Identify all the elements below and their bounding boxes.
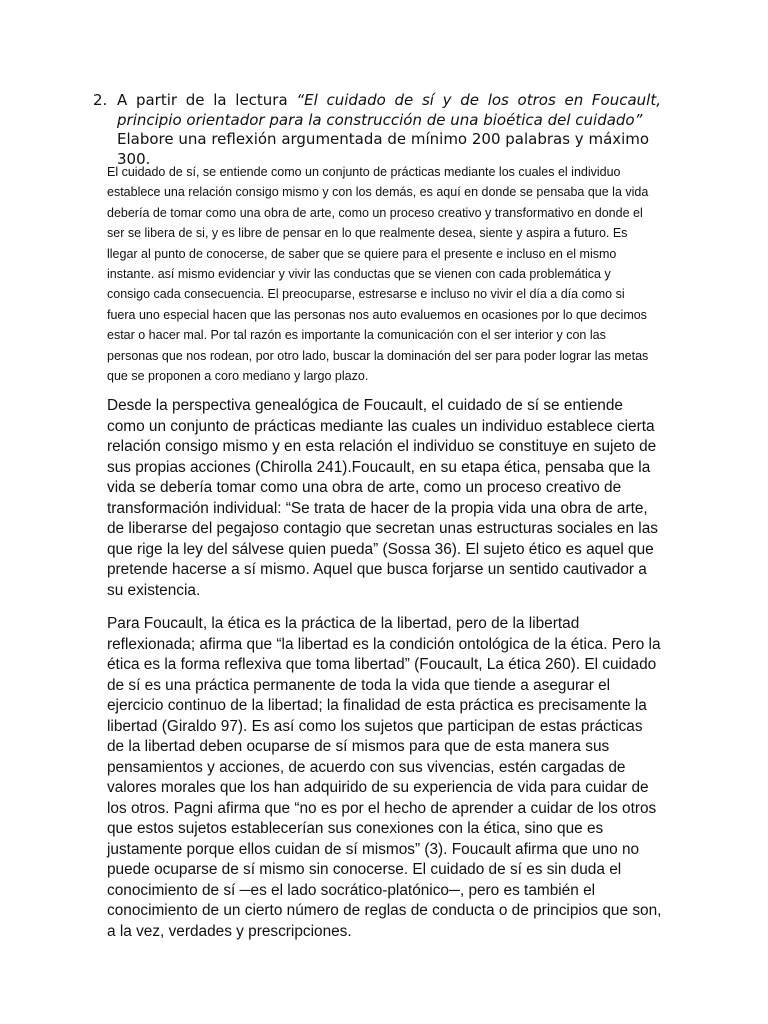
- student-answer: El cuidado de sí, se entiende como un conjunto de prácticas mediante los cuales el individuo establece una relación consigo mismo y con los demás, es aquí en donde se pensaba que la vida debería de tomar como una obra de arte, como un proceso creativo y transformativo en donde el ser se libera de si, y es libre de pensar en lo que realmente desea, siente y aspira a futuro. Es llegar al punto de conocerse, de saber que se quiere para el presente e incluso en el mismo instante. así mismo evidenciar y vivir las conductas que se vienen con cada problemática y consigo cada consecuencia. El preocuparse, estresarse e incluso no vivir el día a día como si fuera uno especial hacen que las personas nos auto evaluemos en ocasiones por lo que decimos estar o hacer mal. Por tal razón es importante la comunicación con el ser interior y con las personas que nos rodean, por otro lado, buscar la dominación del ser para poder lograr las metas que se proponen a coro mediano y largo plazo.: [107, 165, 649, 384]
- question-prompt: [117, 91, 661, 169]
- question-instruction: Elabore una reflexión argumentada de mínimo 200 palabras y máximo 300.: [117, 130, 650, 168]
- question-number: 2.: [93, 91, 108, 109]
- body-paragraph-1: Desde la perspectiva genealógica de Foucault, el cuidado de sí se entiende como un conjunto de prácticas mediante las cuales un individuo establece cierta relación consigo mismo y en esta relación el individuo se constituye en sujeto de sus propias acciones (Chirolla 241).Foucault, en su etapa ética, pensaba que la vida se debería tomar como una obra de arte, como un proceso creativo de transformación individual: “Se trata de hacer de la propia vida una obra de arte, de liberarse del pegajoso contagio que secretan unas estructuras sociales en las que rige la ley del sálvese quien pueda” (Sossa 36). El sujeto ético es aquel que pretende hacerse a sí mismo. Aquel que busca forjarse un sentido cautivador a su existencia.: [107, 397, 658, 599]
- body-paragraph-2: Para Foucault, la ética es la práctica de la libertad, pero de la libertad reflexionada; afirma que “la libertad es la condición ontológica de la ética. Pero la ética es la forma reflexiva que toma libertad” (Foucault, La ética 260). El cuidado de sí es una práctica permanente de toda la vida que tiende a asegurar el ejercicio continuo de la libertad; la finalidad de esta práctica es precisamente la libertad (Giraldo 97). Es así como los sujetos que participan de estas prácticas de la libertad deben ocuparse de sí mismos para que de esta manera sus pensamientos y acciones, de acuerdo con sus vivencias, estén cargadas de valores morales que los han adquirido de su experiencia de vida para cuidar de los otros. Pagni afirma que “no es por el hecho de aprender a cuidar de los otros que estos sujetos establecerían sus conexiones con la ética, sino que es justamente porque ellos cuidan de sí mismos” (3). Foucault afirma que uno no puede ocuparse de sí mismo sin conocerse. El cuidado de sí es sin duda el conocimiento de sí ─es el lado socrático-platónico─, pero es también el conocimiento de un cierto número de reglas de conducta o de principios que son, a la vez, verdades y prescripciones.: [107, 615, 662, 940]
- reading-title: “El cuidado de sí y de los otros en Foucault, principio orientador para la construcción de una bioética del cuidado”: [117, 91, 661, 129]
- question-intro: A partir de la lectura: [117, 91, 297, 109]
